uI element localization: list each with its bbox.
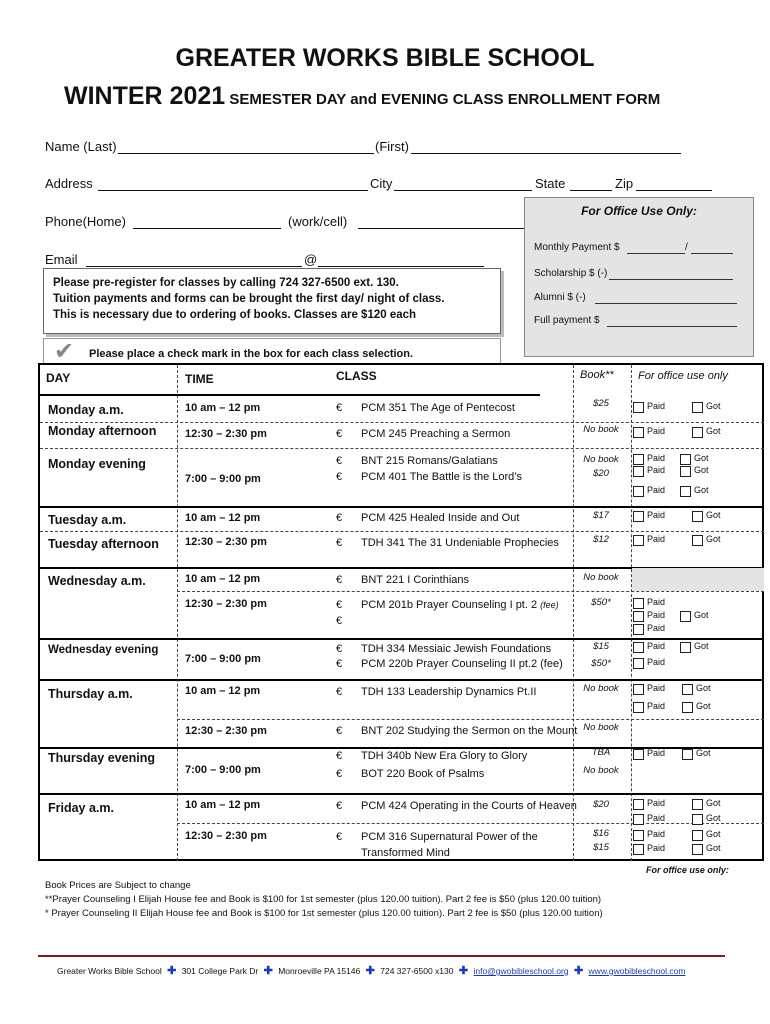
time-tue-am: 10 am – 12 pm xyxy=(185,512,261,524)
class-row[interactable] xyxy=(336,512,519,524)
class-name: PCM 201b Prayer Counseling I pt. 2 xyxy=(361,599,538,611)
paid-label: Paid xyxy=(647,623,666,633)
monthly-payment-slash: / xyxy=(685,242,688,253)
semester-label: WINTER 2021 xyxy=(64,82,226,110)
class-row[interactable] xyxy=(336,574,469,586)
class-row[interactable] xyxy=(336,768,484,780)
got-label: Got xyxy=(706,798,721,808)
phone-home-label: Phone(Home) xyxy=(45,214,126,229)
paid-label: Paid xyxy=(647,597,666,607)
name-first-field[interactable] xyxy=(411,153,681,154)
footer-email-link[interactable]: info@gwobibleschool.org xyxy=(473,966,569,976)
row-divider-4 xyxy=(40,531,764,532)
phone-home-field[interactable] xyxy=(133,228,281,229)
time-mon-am: 10 am – 12 pm xyxy=(185,402,261,414)
class-name: TDH 340b New Era Glory to Glory xyxy=(361,750,528,762)
paid-label: Paid xyxy=(647,401,666,411)
class-name: PCM 316 Supernatural Power of the xyxy=(361,831,538,843)
class-name: PCM 424 Operating in the Courts of Heaven xyxy=(361,800,577,812)
got-label: Got xyxy=(694,453,709,463)
book-price: $15 xyxy=(593,842,609,853)
paid-label: Paid xyxy=(647,510,666,520)
book-price: $20 xyxy=(593,799,609,810)
class-name: TDH 133 Leadership Dynamics Pt.II xyxy=(361,686,537,698)
full-payment-label: Full payment $ xyxy=(534,315,600,326)
paid-label: Paid xyxy=(647,701,666,711)
paid-label: Paid xyxy=(647,657,666,667)
scholarship-field[interactable] xyxy=(609,279,733,280)
class-name-cont: Transformed Mind xyxy=(361,847,450,859)
got-checkbox[interactable] xyxy=(682,702,693,713)
day-thursday-evening: Thursday evening xyxy=(48,751,155,765)
class-row[interactable] xyxy=(336,402,515,414)
book-price: No book xyxy=(583,572,619,583)
footer-phone: 724 327-6500 x130 xyxy=(380,966,454,976)
checkbox-symbol[interactable]: € xyxy=(336,471,343,483)
book-price: No book xyxy=(583,765,619,776)
paid-checkbox[interactable] xyxy=(633,749,644,760)
time-wed-eve: 7:00 – 9:00 pm xyxy=(185,653,261,665)
note-price-change: Book Prices are Subject to change xyxy=(45,880,191,891)
got-label: Got xyxy=(696,683,711,693)
checkbox-symbol[interactable]: € xyxy=(336,725,343,737)
class-checkbox-extra[interactable] xyxy=(336,615,361,627)
notice-line-2: Tuition payments and forms can be brought the first day/ night of class. xyxy=(53,293,445,305)
checkmark-icon: ✔ xyxy=(54,338,75,365)
book-price: $15 xyxy=(593,641,609,652)
paid-checkbox[interactable] xyxy=(633,658,644,669)
header-office: For office use only xyxy=(638,370,728,382)
notice-line-1: Please pre-register for classes by calling 724 327-6500 ext. 130. xyxy=(53,277,399,289)
paid-label: Paid xyxy=(647,465,666,475)
monthly-payment-field-2[interactable] xyxy=(691,253,733,254)
time-fri-am: 10 am – 12 pm xyxy=(185,799,261,811)
monthly-payment-label: Monthly Payment $ xyxy=(534,242,620,253)
paid-checkbox[interactable] xyxy=(633,799,644,810)
phone-work-label: (work/cell) xyxy=(288,214,348,229)
paid-checkbox[interactable] xyxy=(633,535,644,546)
notice-line-3: This is necessary due to ordering of books. Classes are $120 each xyxy=(53,309,417,321)
class-name: PCM 220b Prayer Counseling II pt.2 (fee) xyxy=(361,658,563,670)
name-last-field[interactable] xyxy=(118,153,374,154)
got-label: Got xyxy=(694,610,709,620)
class-row[interactable] xyxy=(336,686,536,698)
footer-rule xyxy=(38,955,725,957)
book-price: No book xyxy=(583,424,619,435)
got-label: Got xyxy=(706,510,721,520)
check-instruction-bar xyxy=(43,338,501,364)
zip-label: Zip xyxy=(615,176,634,191)
got-label: Got xyxy=(706,534,721,544)
got-label: Got xyxy=(696,701,711,711)
checkbox-symbol[interactable]: € xyxy=(336,512,343,524)
col-divider-time xyxy=(177,365,178,861)
checkbox-symbol[interactable]: € xyxy=(336,686,343,698)
paid-label: Paid xyxy=(647,798,666,808)
day-thursday-am: Thursday a.m. xyxy=(48,687,133,701)
got-checkbox[interactable] xyxy=(692,799,703,810)
got-label: Got xyxy=(694,641,709,651)
name-first-label: (First) xyxy=(375,139,409,154)
class-row[interactable] xyxy=(336,643,551,655)
time-thu-am: 10 am – 12 pm xyxy=(185,685,261,697)
footer-school: Greater Works Bible School xyxy=(57,966,162,976)
book-price: No book xyxy=(583,722,619,733)
class-name: TDH 334 Messiaic Jewish Foundations xyxy=(361,643,552,655)
check-instruction-text: Please place a check mark in the box for each class selection. xyxy=(89,348,414,360)
got-checkbox[interactable] xyxy=(680,486,691,497)
row-divider-6 xyxy=(177,591,764,592)
book-price: No book xyxy=(583,683,619,694)
paid-checkbox[interactable] xyxy=(633,511,644,522)
day-wednesday-evening: Wednesday evening xyxy=(48,644,159,656)
book-price: TBA xyxy=(591,747,611,758)
book-price: $16 xyxy=(593,828,609,839)
note-prayer-counseling-1: **Prayer Counseling I Elijah House fee and Book is $100 for 1st semester (plus 120.00 tuition). Part 2 fee is $50 (plus 120.00 tuition) xyxy=(45,894,602,905)
checkbox-symbol[interactable]: € xyxy=(336,574,343,586)
form-subtitle xyxy=(64,82,660,111)
class-row[interactable] xyxy=(336,658,563,670)
got-checkbox[interactable] xyxy=(692,427,703,438)
got-label: Got xyxy=(696,748,711,758)
plus-icon: ✚ xyxy=(573,965,584,977)
paid-label: Paid xyxy=(647,813,666,823)
got-checkbox[interactable] xyxy=(682,684,693,695)
row-divider-2 xyxy=(40,448,764,449)
paid-label: Paid xyxy=(647,748,666,758)
footer-address: 301 College Park Dr xyxy=(181,966,259,976)
class-name: BNT 202 Studying the Sermon on the Mount xyxy=(361,725,578,737)
class-name: BOT 220 Book of Psalms xyxy=(361,768,485,780)
time-thu-pm: 12:30 – 2:30 pm xyxy=(185,725,267,737)
row-divider-12 xyxy=(177,823,764,824)
paid-checkbox[interactable] xyxy=(633,466,644,477)
book-price: $12 xyxy=(593,534,609,545)
day-monday-am: Monday a.m. xyxy=(48,403,124,417)
scholarship-label: Scholarship $ (-) xyxy=(534,268,608,279)
plus-icon: ✚ xyxy=(458,965,469,977)
time-mon-pm: 12:30 – 2:30 pm xyxy=(185,428,267,440)
class-row[interactable] xyxy=(336,831,538,843)
checkbox-symbol[interactable]: € xyxy=(336,615,343,627)
paid-checkbox[interactable] xyxy=(633,486,644,497)
full-payment-field[interactable] xyxy=(607,326,737,327)
email-user-field[interactable] xyxy=(86,266,302,267)
book-price: $50* xyxy=(591,597,611,608)
got-label: Got xyxy=(706,401,721,411)
paid-label: Paid xyxy=(647,641,666,651)
paid-label: Paid xyxy=(647,426,666,436)
header-class: CLASS xyxy=(336,369,377,383)
paid-label: Paid xyxy=(647,534,666,544)
state-label: State xyxy=(535,176,566,191)
class-name: PCM 351 The Age of Pentecost xyxy=(361,402,515,414)
got-checkbox[interactable] xyxy=(692,511,703,522)
checkbox-symbol[interactable]: € xyxy=(336,750,343,762)
address-label: Address xyxy=(45,176,93,191)
address-field[interactable] xyxy=(98,190,368,191)
class-row[interactable] xyxy=(336,455,498,467)
got-checkbox[interactable] xyxy=(692,402,703,413)
checkbox-symbol[interactable]: € xyxy=(336,599,343,611)
paid-checkbox[interactable] xyxy=(633,684,644,695)
email-at-sign: @ xyxy=(304,252,318,267)
paid-checkbox[interactable] xyxy=(633,598,644,609)
footer-web-link[interactable]: www.gwobibleschool.com xyxy=(588,966,686,976)
preregister-notice xyxy=(43,268,501,334)
checkbox-symbol[interactable]: € xyxy=(336,800,343,812)
checkbox-symbol[interactable]: € xyxy=(336,643,343,655)
paid-label: Paid xyxy=(647,453,666,463)
got-checkbox[interactable] xyxy=(692,814,703,825)
office-use-footer-label: For office use only: xyxy=(646,865,729,875)
paid-checkbox[interactable] xyxy=(633,830,644,841)
class-row[interactable] xyxy=(336,599,559,611)
paid-label: Paid xyxy=(647,829,666,839)
class-name: PCM 425 Healed Inside and Out xyxy=(361,512,520,524)
header-divider xyxy=(40,394,540,396)
got-checkbox[interactable] xyxy=(692,844,703,855)
book-price: $17 xyxy=(593,510,609,521)
class-schedule-table xyxy=(38,363,764,861)
paid-checkbox[interactable] xyxy=(633,642,644,653)
office-cell-shaded xyxy=(632,568,764,591)
book-price: No book xyxy=(583,454,619,465)
col-divider-book xyxy=(573,365,574,861)
class-row[interactable] xyxy=(336,537,559,549)
header-book: Book** xyxy=(580,369,614,381)
row-divider-9 xyxy=(177,719,764,720)
row-divider-3 xyxy=(40,506,764,508)
row-divider-11 xyxy=(40,793,764,795)
paid-checkbox[interactable] xyxy=(633,624,644,635)
got-label: Got xyxy=(706,829,721,839)
class-name: PCM 401 The Battle is the Lord’s xyxy=(361,471,523,483)
paid-label: Paid xyxy=(647,610,666,620)
time-tue-pm: 12:30 – 2:30 pm xyxy=(185,536,267,548)
paid-label: Paid xyxy=(647,485,666,495)
alumni-field[interactable] xyxy=(595,303,737,304)
office-use-heading: For Office Use Only: xyxy=(581,204,697,218)
plus-icon: ✚ xyxy=(365,965,375,977)
name-last-label: Name (Last) xyxy=(45,139,117,154)
time-wed-pm: 12:30 – 2:30 pm xyxy=(185,598,267,610)
class-row[interactable] xyxy=(336,800,577,812)
alumni-label: Alumni $ (-) xyxy=(534,292,586,303)
day-tuesday-afternoon: Tuesday afternoon xyxy=(48,537,159,551)
checkbox-symbol[interactable]: € xyxy=(336,455,343,467)
paid-checkbox[interactable] xyxy=(633,844,644,855)
header-day: DAY xyxy=(46,371,71,385)
note-prayer-counseling-2: * Prayer Counseling II Elijah House fee and Book is $100 for 1st semester (plus 120.00 tuition). Part 2 fee is $50 (plus 120.00 tuition) xyxy=(45,908,603,919)
paid-checkbox[interactable] xyxy=(633,611,644,622)
checkbox-symbol[interactable]: € xyxy=(336,428,343,440)
class-name: TDH 341 The 31 Undeniable Prophecies xyxy=(361,537,559,549)
form-type-label: SEMESTER DAY and EVENING CLASS ENROLLMENT FORM xyxy=(225,91,661,108)
paid-checkbox[interactable] xyxy=(633,454,644,465)
checkbox-symbol[interactable]: € xyxy=(336,537,343,549)
got-label: Got xyxy=(706,843,721,853)
checkbox-symbol[interactable]: € xyxy=(336,831,343,843)
got-label: Got xyxy=(706,426,721,436)
got-label: Got xyxy=(706,813,721,823)
class-name: BNT 221 I Corinthians xyxy=(361,574,470,586)
class-row[interactable] xyxy=(336,428,510,440)
class-row[interactable] xyxy=(336,750,527,762)
got-label: Got xyxy=(694,465,709,475)
header-time: TIME xyxy=(185,372,214,386)
book-price: $50* xyxy=(591,658,611,669)
zip-field[interactable] xyxy=(636,190,712,191)
time-fri-pm: 12:30 – 2:30 pm xyxy=(185,830,267,842)
plus-icon: ✚ xyxy=(167,965,177,977)
paid-label: Paid xyxy=(647,683,666,693)
row-divider-8 xyxy=(40,679,764,681)
time-wed-am: 10 am – 12 pm xyxy=(185,573,261,585)
day-friday-am: Friday a.m. xyxy=(48,801,114,815)
checkbox-symbol[interactable]: € xyxy=(336,768,343,780)
got-checkbox[interactable] xyxy=(680,611,691,622)
checkbox-symbol[interactable]: € xyxy=(336,402,343,414)
got-checkbox[interactable] xyxy=(680,466,691,477)
col-divider-office xyxy=(631,365,632,861)
book-price: $20 xyxy=(593,468,609,479)
got-checkbox[interactable] xyxy=(682,749,693,760)
day-monday-evening: Monday evening xyxy=(48,457,146,471)
form-title: GREATER WORKS BIBLE SCHOOL xyxy=(175,44,595,72)
got-checkbox[interactable] xyxy=(692,830,703,841)
class-row[interactable] xyxy=(336,725,577,737)
time-thu-eve: 7:00 – 9:00 pm xyxy=(185,764,261,776)
day-monday-afternoon: Monday afternoon xyxy=(48,424,157,438)
email-domain-field[interactable] xyxy=(318,266,484,267)
class-name: BNT 215 Romans/Galatians xyxy=(361,455,498,467)
state-field[interactable] xyxy=(570,190,612,191)
class-name: PCM 245 Preaching a Sermon xyxy=(361,428,511,440)
phone-work-field[interactable] xyxy=(358,228,524,229)
plus-icon: ✚ xyxy=(263,965,273,977)
checkbox-symbol[interactable]: € xyxy=(336,658,343,670)
time-mon-eve: 7:00 – 9:00 pm xyxy=(185,473,261,485)
got-checkbox[interactable] xyxy=(680,454,691,465)
book-price: $25 xyxy=(593,398,609,409)
footer xyxy=(57,964,685,977)
day-wednesday-am: Wednesday a.m. xyxy=(48,574,146,588)
got-checkbox[interactable] xyxy=(680,642,691,653)
row-divider-7 xyxy=(40,638,764,640)
class-fee-note: (fee) xyxy=(540,600,559,610)
city-field[interactable] xyxy=(394,190,532,191)
class-row[interactable] xyxy=(336,471,522,483)
day-tuesday-am: Tuesday a.m. xyxy=(48,513,127,527)
footer-city: Monroeville PA 15146 xyxy=(278,966,361,976)
paid-label: Paid xyxy=(647,843,666,853)
paid-checkbox[interactable] xyxy=(633,427,644,438)
office-use-box xyxy=(524,197,754,357)
paid-checkbox[interactable] xyxy=(633,402,644,413)
city-label: City xyxy=(370,176,393,191)
email-label: Email xyxy=(45,252,78,267)
paid-checkbox[interactable] xyxy=(633,814,644,825)
got-label: Got xyxy=(694,485,709,495)
monthly-payment-field-1[interactable] xyxy=(627,253,685,254)
got-checkbox[interactable] xyxy=(692,535,703,546)
paid-checkbox[interactable] xyxy=(633,702,644,713)
row-divider-1 xyxy=(40,422,764,423)
